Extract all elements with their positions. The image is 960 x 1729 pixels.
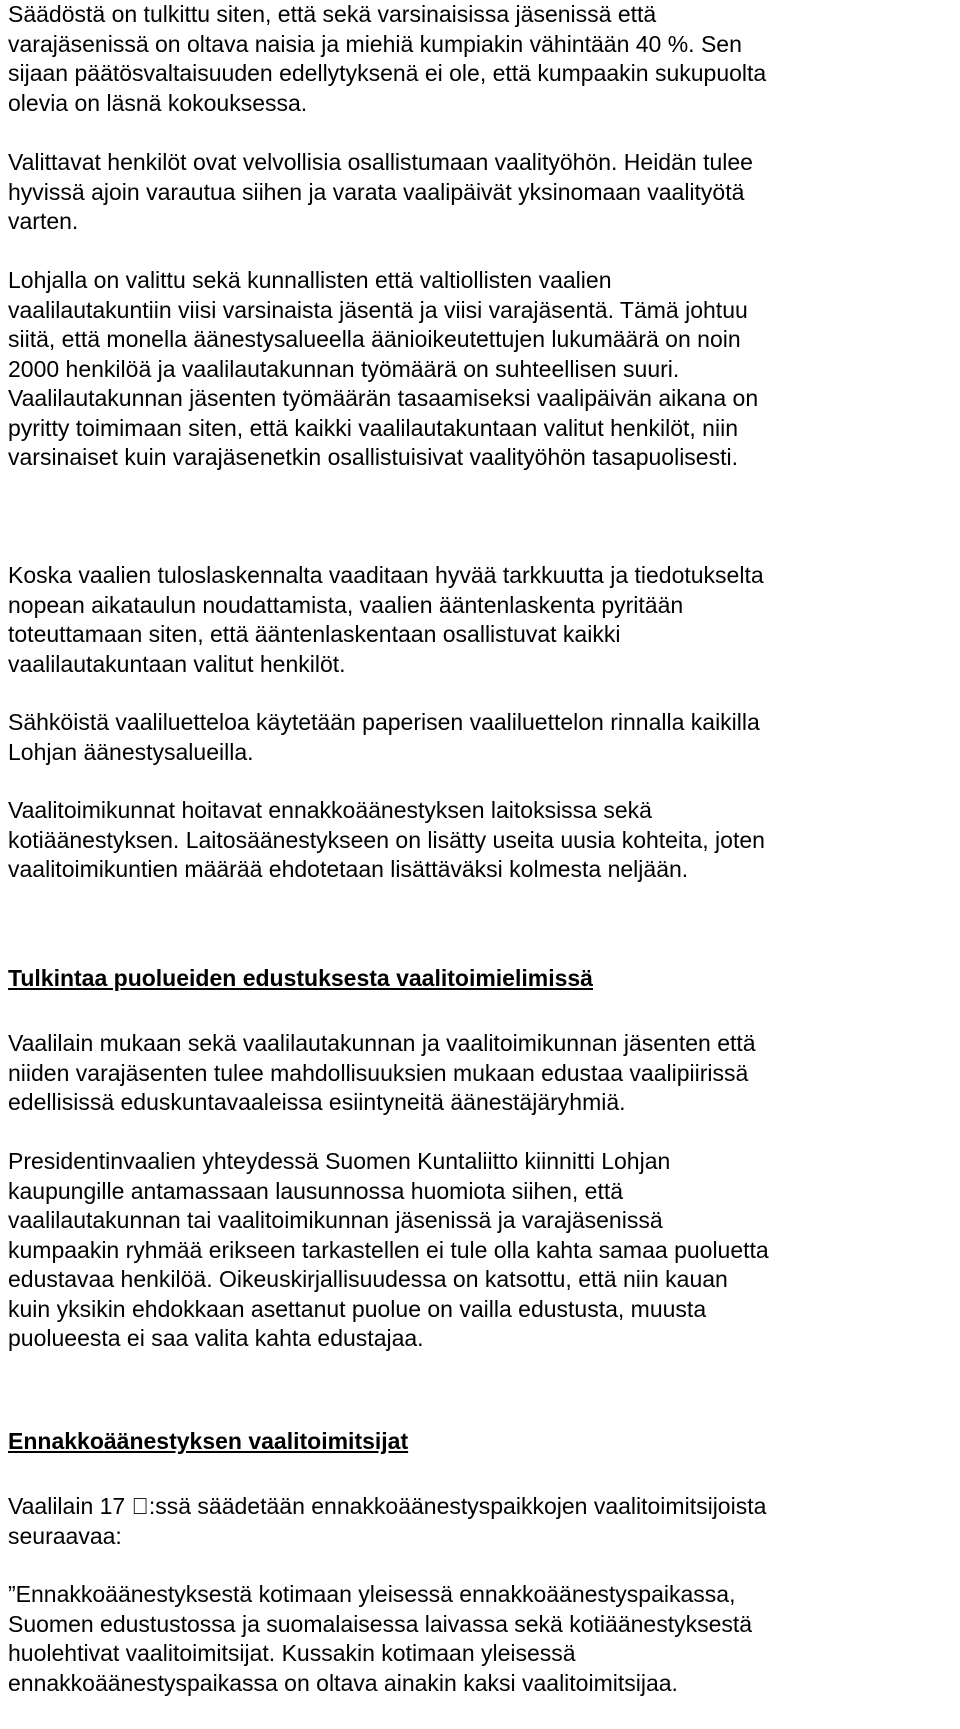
text-line: Säädöstä on tulkittu siten, että sekä varsinaisissa jäsenissä että [8,1,657,27]
text-line: varten. [8,208,79,234]
section-heading-advance-voting-officials: Ennakkoäänestyksen vaalitoimitsijat [8,1428,409,1454]
text-line: Lohjan äänestysalueilla. [8,738,254,765]
text-line: Vaalitoimikunnat hoitavat ennakkoäänestyksen laitoksissa sekä [8,797,652,823]
text-line: kaupungille antamassaan lausunnossa huomiota siihen, että [8,1177,624,1204]
text-line: hyvissä ajoin varautua siihen ja varata vaalipäivät yksinomaan vaalityötä [8,178,745,205]
text-line: vaalitoimikuntien määrää ehdotetaan lisättäväksi kolmesta neljään. [8,856,689,882]
paragraph-election-duty [8,148,753,237]
text-line: nopean aikataulun noudattamista, vaalien ääntenlaskenta pyritään [8,591,684,618]
text-line: olevia on läsnä kokouksessa. [8,89,308,116]
paragraph-electronic-register [8,708,760,767]
text-line: seuraavaa: [8,1522,122,1549]
text-line: ennakkoäänestyspaikassa on oltava ainakin kaksi vaalitoimitsijaa. [8,1669,678,1696]
paragraph-election-law [8,1029,756,1118]
text-line: sijaan päätösvaltaisuuden edellytyksenä ei ole, että kumpaakin sukupuolta [8,60,767,86]
text-line: kuin yksikin ehdokkaan asettanut puolue on vailla edustusta, muusta [8,1295,707,1322]
text-line: Sähköistä vaaliluetteloa käytetään paperisen vaaliluettelon rinnalla kaikilla [8,709,760,735]
text-line: kumpaakin ryhmää erikseen tarkastellen ei tule olla kahta samaa puoluetta [8,1236,769,1263]
section-heading-party-representation: Tulkintaa puolueiden edustuksesta vaalitoimielimissä [8,965,593,991]
paragraph-presidential-election [8,1147,769,1354]
text-line: edustavaa henkilöä. Oikeuskirjallisuudessa on katsottu, että niin kauan [8,1266,728,1292]
paragraph-quotation [8,1580,752,1698]
text-line: puolueesta ei saa valita kahta edustajaa. [8,1325,424,1351]
paragraph-vote-counting [8,561,764,679]
paragraph-election-committees [8,796,765,885]
text-line: Vaalilain 17 :ssä säädetään ennakkoäänestyspaikkojen vaalitoimitsijoista [8,1493,750,1519]
text-line: varajäsenissä on oltava naisia ja miehiä kumpiakin vähintään 40 %. Sen [8,30,742,57]
text-line: Vaalilautakunnan jäsenten työmäärän tasaamiseksi vaalipäivän aikana on [8,385,759,411]
text-line: kotiäänestyksen. Laitosäänestykseen on lisätty useita uusia kohteita, joten [8,826,765,853]
text-line: Koska vaalien tuloslaskennalta vaaditaan hyvää tarkkuutta ja tiedotukselta [8,562,764,588]
text-line: vaalilautakuntiin viisi varsinaista jäsentä ja viisi varajäsentä. Tämä johtuu [8,296,748,323]
text-line: siitä, että monella äänestysalueella äänioikeutettujen lukumäärä on noin [8,326,741,352]
paragraph-election-boards [8,266,758,473]
text-line: ”Ennakkoäänestyksestä kotimaan yleisessä ennakkoäänestyspaikassa, [8,1581,736,1607]
text-line: 2000 henkilöä ja vaalilautakunnan työmäärä on suhteellisen suuri. [8,355,680,382]
text-line: Vaalilain mukaan sekä vaalilautakunnan ja vaalitoimikunnan jäsenten että [8,1030,756,1056]
text-line: toteuttamaan siten, että ääntenlaskentaan osallistuvat kaikki [8,621,621,647]
text-line: pyritty toimimaan siten, että kaikki vaalilautakuntaan valitut henkilöt, niin [8,414,738,441]
text-line: Valittavat henkilöt ovat velvollisia osallistumaan vaalityöhön. Heidän tulee [8,149,753,175]
text-line: vaalilautakunnan tai vaalitoimikunnan jäsenissä ja varajäsenissä [8,1207,663,1233]
paragraph-election-law-17 [8,1492,766,1551]
paragraph-gender-quota [8,0,766,118]
text-line: Lohjalla on valittu sekä kunnallisten että valtiollisten vaalien [8,267,612,293]
text-line: Suomen edustustossa ja suomalaisessa laivassa sekä kotiäänestyksestä [8,1610,753,1637]
text-line: edellisissä eduskuntavaaleissa esiintyneitä äänestäjäryhmiä. [8,1089,626,1115]
text-line: huolehtivat vaalitoimitsijat. Kussakin kotimaan yleisessä [8,1640,576,1666]
text-line: Presidentinvaalien yhteydessä Suomen Kuntaliitto kiinnitti Lohjan [8,1148,671,1174]
text-line: niiden varajäsenten tulee mahdollisuuksien mukaan edustaa vaalipiirissä [8,1059,749,1086]
text-line: vaalilautakuntaan valitut henkilöt. [8,650,346,677]
text-line: varsinaiset kuin varajäsenetkin osallistuisivat vaalityöhön tasapuolisesti. [8,444,738,470]
